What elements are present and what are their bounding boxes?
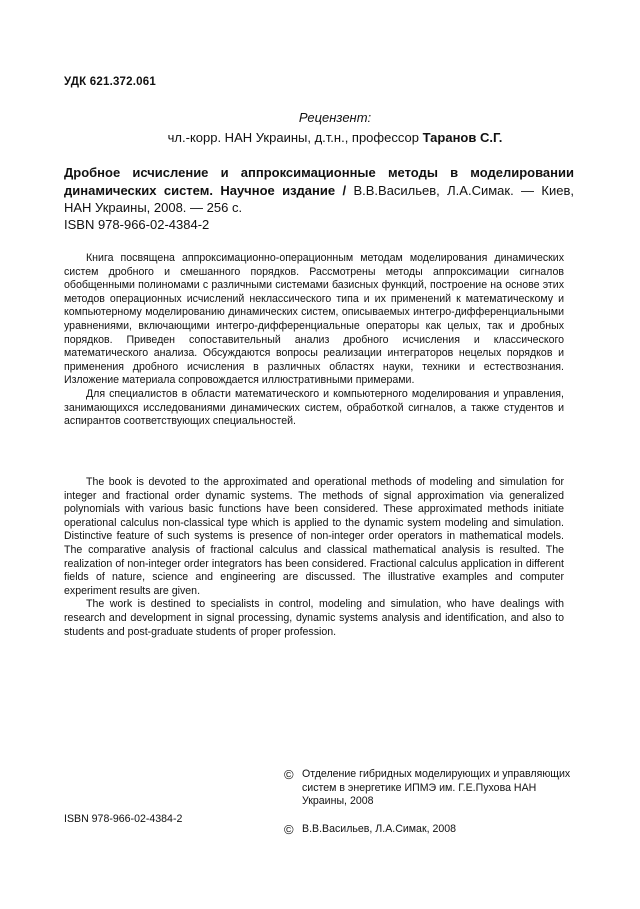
copyright-icon: © [284, 821, 294, 837]
abstract-ru-paragraph: Для специалистов в области математического и компьютерного моделирования и управления, занимающихся исследованиями динамических систем, обработкой сигналов, а также студентов и аспирантов соответствующих специальностей. [64, 387, 564, 428]
abstract-en-paragraph: The book is devoted to the approximated and operational methods of modeling and simulation for integer and fractional order dynamic systems. The methods of signal approximation via generalized polynomials with various basic functions have been considered. These approximated methods initiate operational calculus non-classical type which is applied to the dynamic system modeling and simulation. Distinctive feature of such systems is presence of non-integer order operators in mathematical models. The comparative analysis of fractional calculus and classical mathematical analysis is resulted. The realization of non-integer order integrators has been considered. Fractional calculus application in different fields of nature, science and engineering are discussed. The illustrative examples and computer experiment results are given. [64, 476, 564, 597]
abstract-ru-paragraph: Книга посвящена аппроксимационно-операционным методам моделирования динамических систем дробного и смешанного порядков. Рассмотрены методы аппроксимации сигналов обобщенными полиномами с различными системами базисных функций, построение на основе этих методов операционных исчислений неклассического типа и их применений к математическому и компьютерному моделированию динамических систем, описываемых интегро-дифференциальными уравнениями, включающими интегро-дифференциальные операторы как целых, так и дробных порядков. Приведен сопоставительный анализ дробного исчисления и классического математического анализа. Обсуждаются вопросы реализации интеграторов нецелых порядков и применения дробного исчисления в различных областях науки, техники и естествознания. Изложение материала сопровождается иллюстративными примерами. [64, 252, 564, 387]
udk-code: УДК 621.372.061 [64, 76, 156, 88]
reviewer-label: Рецензент: [298, 110, 372, 125]
abstract-en-paragraph: The work is destined to specialists in control, modeling and simulation, who have dealings with research and development in signal processing, dynamic systems analysis and identification, and also to students and post-graduate students of proper profession. [64, 598, 564, 638]
copyright-holder-authors: В.В.Васильев, Л.А.Симак, 2008 [302, 822, 457, 835]
copyright-block [284, 768, 584, 836]
abstract-en [64, 476, 564, 639]
reviewer-line [0, 130, 640, 145]
copyright-entry-authors [284, 823, 584, 837]
copyright-entry-institution [284, 768, 584, 809]
bibliographic-record [64, 164, 574, 217]
reviewer-name: Таранов С.Г. [422, 130, 503, 145]
copyright-icon: © [284, 767, 294, 782]
book-authors-imprint: В.В.Васильев, Л.А.Симак. — Киев, НАН Украины, 2008. — 256 с. [64, 182, 574, 215]
abstract-ru [64, 252, 564, 429]
book-title: Дробное исчисление и аппроксимационные методы в моделировании динамических систем. Научное издание / [64, 165, 574, 198]
copyright-holder-institution: Отделение гибридных моделирующих и управляющих систем в энергетике ИПМЭ им. Г.Е.Пухова НАН Украины, 2008 [302, 768, 571, 808]
isbn-bottom: ISBN 978-966-02-4384-2 [64, 813, 183, 825]
reviewer-credentials: чл.-корр. НАН Украины, д.т.н., профессор [167, 130, 423, 145]
isbn-top: ISBN 978-966-02-4384-2 [64, 217, 210, 232]
